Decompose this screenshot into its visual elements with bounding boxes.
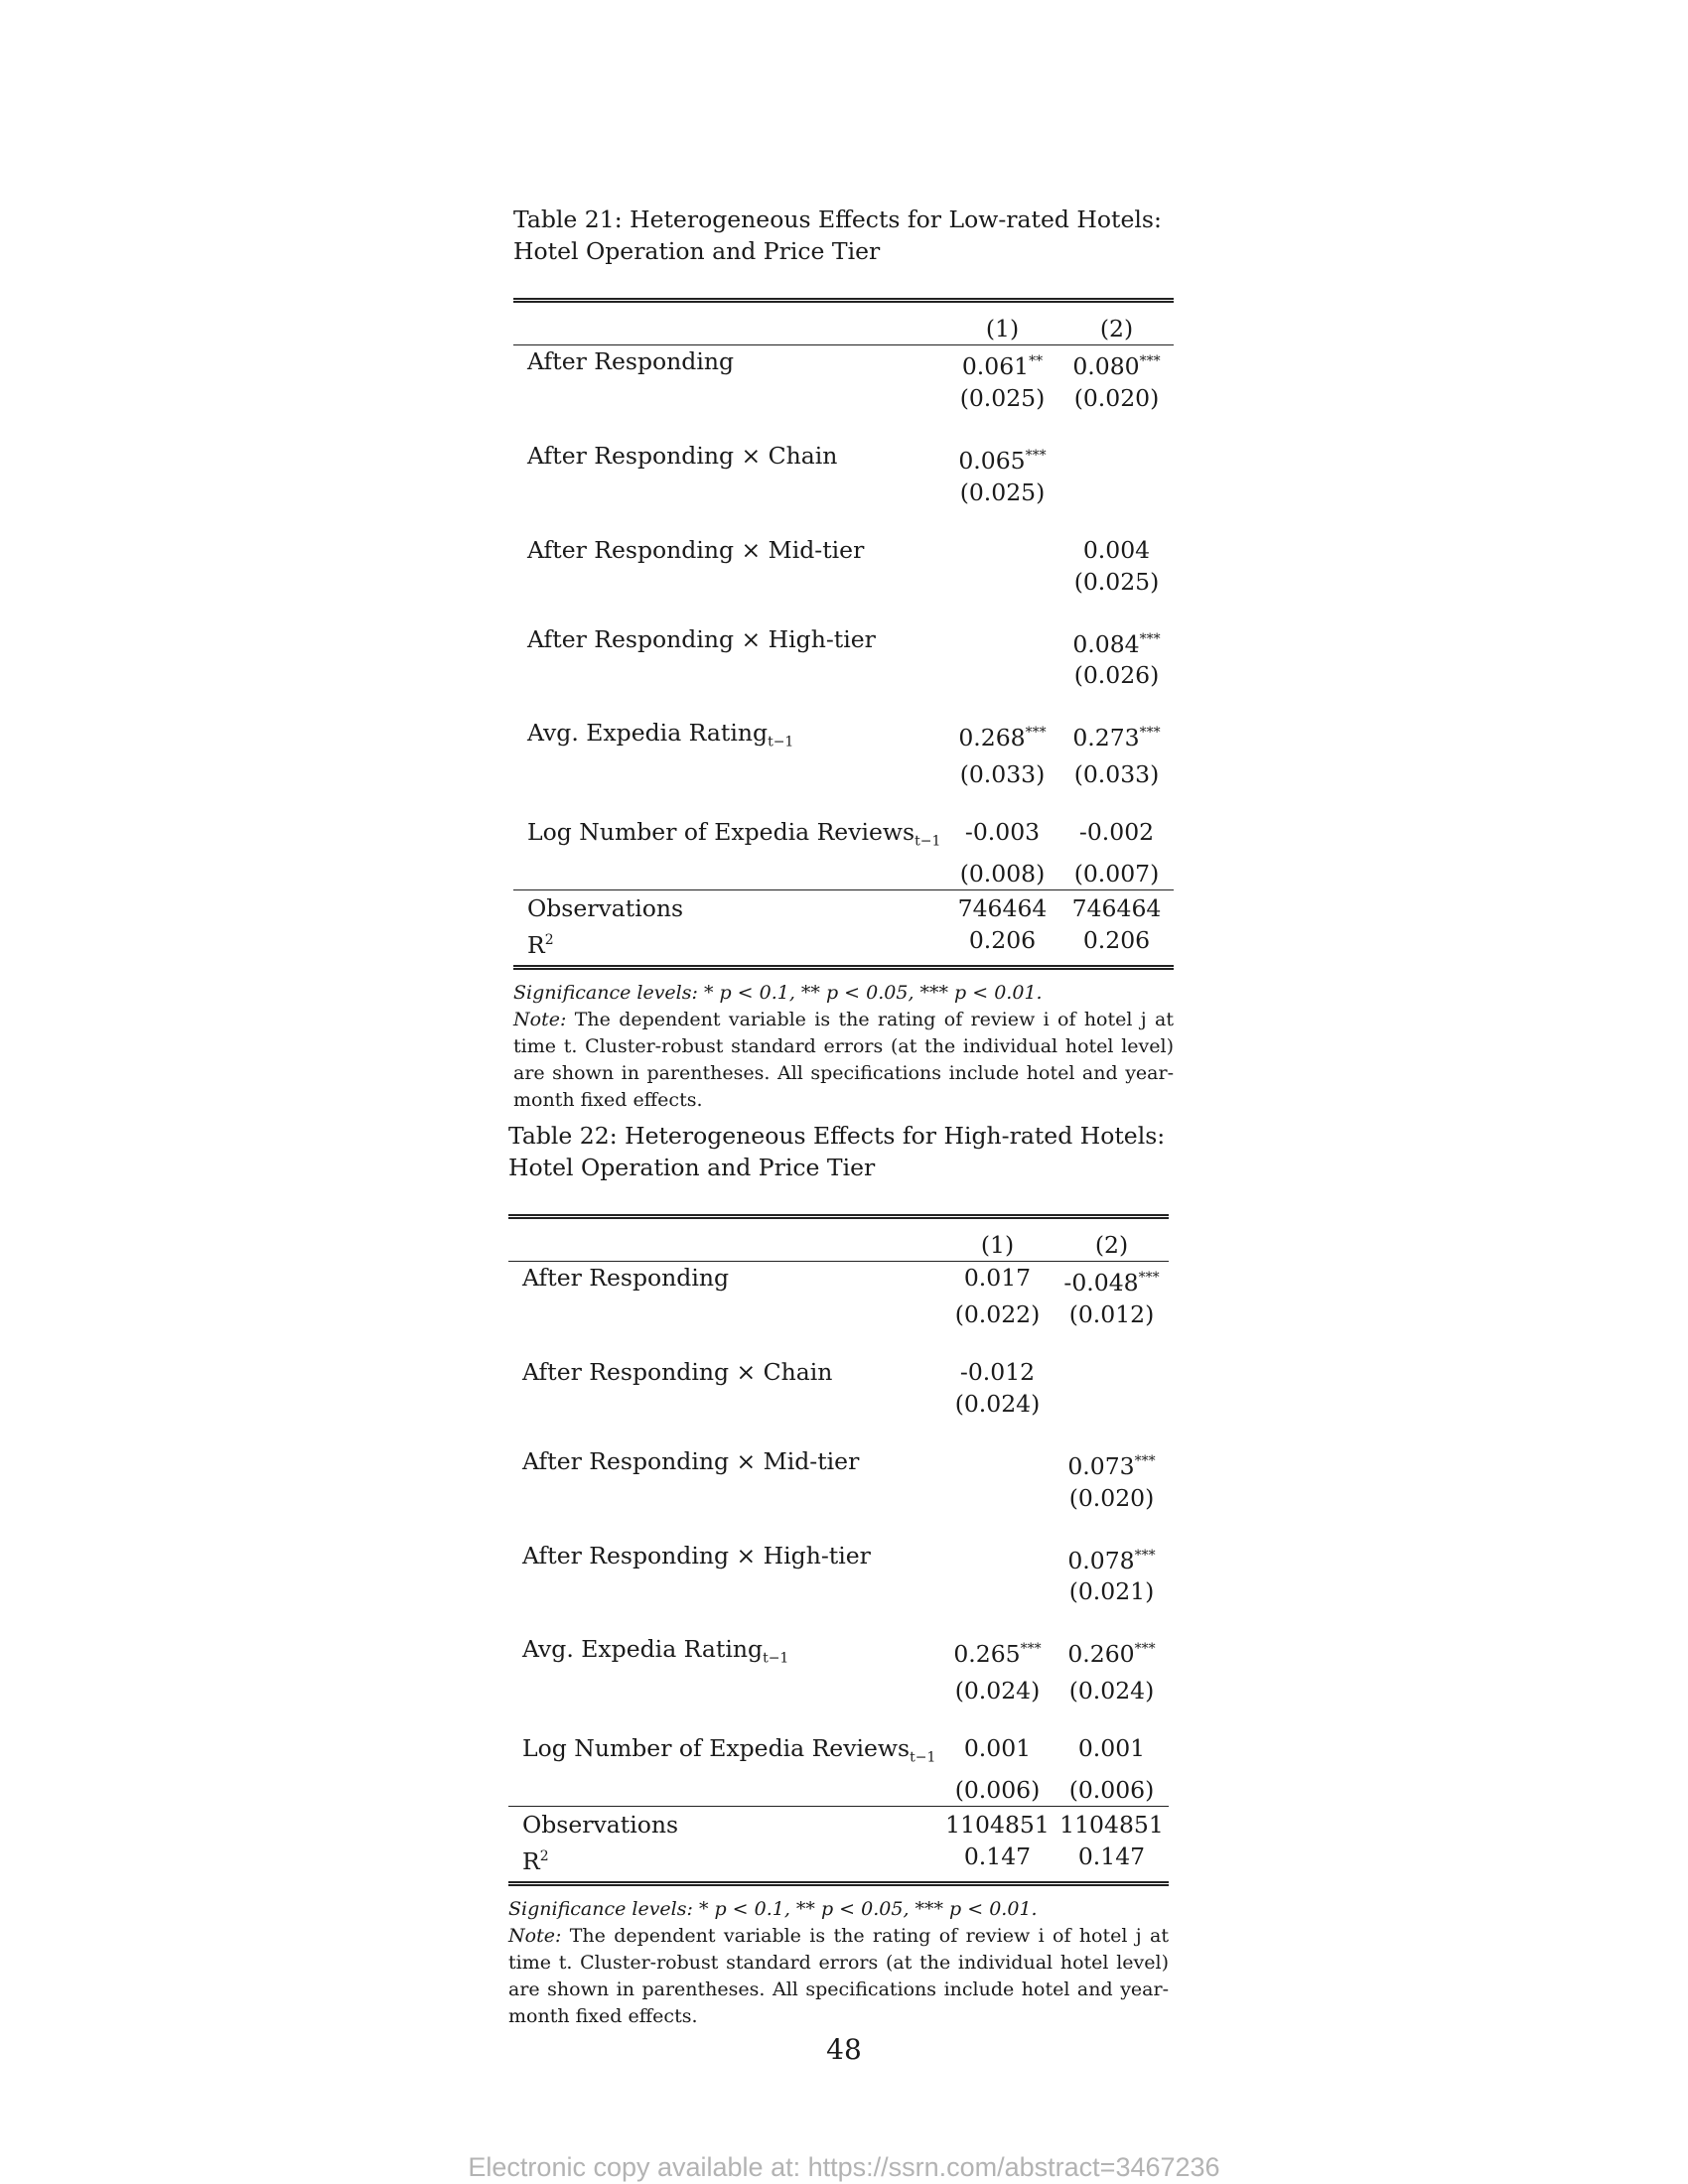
table-row: [513, 534, 1174, 566]
coefficient-cell: 0.001: [963, 1734, 1032, 1763]
coefficient-cell: 0.268***: [958, 724, 1047, 752]
observations-row: [513, 889, 1174, 924]
column-header: (2): [1059, 301, 1174, 345]
std-error-cell: (0.007): [1073, 859, 1160, 887]
table-row: [508, 1262, 1169, 1298]
coefficient-cell: [945, 623, 1059, 660]
regression-table: [508, 1214, 1169, 1886]
table-row-se: [513, 858, 1174, 890]
table-row-se: [513, 477, 1174, 508]
coefficient-cell: 0.084***: [1072, 629, 1161, 658]
significance-stars: ***: [1025, 447, 1047, 464]
table-caption: Table 21: Heterogeneous Effects for Low-rated Hotels: Hotel Operation and Price Tier: [513, 205, 1162, 265]
note-text: Note: The dependent variable is the rating of review i of hotel j at time t. Cluster-robust standard errors (at the individual hotel level) are shown in parentheses. All specifications include hotel and year-month fixed effects.: [508, 1924, 1170, 2027]
row-label: After Responding × High-tier: [522, 1541, 871, 1570]
coefficient-cell: -0.012: [959, 1357, 1036, 1386]
coefficient-cell: 0.273***: [1072, 724, 1161, 752]
table-row: [513, 717, 1174, 758]
coefficient-cell: [1059, 440, 1174, 477]
r-squared-cell: 0.147: [940, 1841, 1055, 1883]
coefficient-cell: 0.080***: [1072, 351, 1161, 380]
coefficient-cell: 0.061**: [961, 351, 1044, 380]
row-label: After Responding × Chain: [522, 1357, 833, 1386]
table-notes: [513, 980, 1174, 1114]
column-header: (2): [1055, 1217, 1169, 1262]
significance-stars: **: [1029, 353, 1044, 369]
coefficient-cell: 0.260***: [1067, 1640, 1156, 1669]
r-squared-cell: 0.206: [1059, 924, 1174, 967]
observations-cell: 1104851: [1055, 1806, 1169, 1841]
std-error-cell: (0.012): [1068, 1299, 1155, 1328]
coefficient-cell: 0.073***: [1067, 1451, 1156, 1480]
r-squared-cell: 0.206: [945, 924, 1059, 967]
table-row: [513, 623, 1174, 660]
table-row: [508, 1540, 1169, 1576]
table-22-block: [508, 1120, 1169, 2030]
std-error-cell: (0.024): [954, 1389, 1041, 1418]
row-label: After Responding: [527, 347, 735, 375]
table-row: [513, 345, 1174, 382]
significance-stars: ***: [1139, 725, 1161, 742]
row-label: Avg. Expedia Rating$_{t-1}$: [522, 1635, 789, 1668]
table-row-se: [513, 566, 1174, 598]
significance-stars: ***: [1134, 1641, 1156, 1658]
table-row-se: [508, 1482, 1169, 1514]
std-error-cell: (0.025): [959, 383, 1046, 412]
table-row: [513, 816, 1174, 858]
table-row-se: [508, 1298, 1169, 1330]
std-error-cell: (0.025): [1073, 567, 1160, 596]
row-label: After Responding: [522, 1264, 730, 1292]
std-error-cell: (0.006): [1068, 1775, 1155, 1804]
std-error-cell: (0.024): [954, 1677, 1041, 1706]
std-error-cell: (0.020): [1073, 383, 1160, 412]
table-row: [508, 1633, 1169, 1675]
coefficient-cell: 0.004: [1082, 535, 1151, 564]
row-label: After Responding × Mid-tier: [522, 1446, 860, 1475]
table-row: [513, 440, 1174, 477]
table-row: [508, 1356, 1169, 1388]
r-squared-row: [508, 1841, 1169, 1883]
coefficient-cell: -0.048***: [1063, 1268, 1160, 1297]
std-error-cell: (0.022): [954, 1299, 1041, 1328]
coefficient-cell: -0.002: [1078, 818, 1155, 847]
observations-cell: 746464: [1059, 889, 1174, 924]
std-error-cell: (0.033): [1073, 760, 1160, 789]
coefficient-cell: 0.017: [963, 1264, 1032, 1292]
row-label: Observations: [508, 1806, 940, 1841]
row-label: Observations: [513, 889, 945, 924]
row-label: After Responding × Mid-tier: [527, 535, 865, 564]
std-error-cell: (0.008): [959, 859, 1046, 887]
observations-row: [508, 1806, 1169, 1841]
column-header: (1): [940, 1217, 1055, 1262]
subscript: t−1: [763, 1651, 789, 1668]
significance-stars: ***: [1020, 1641, 1042, 1658]
significance-note: Significance levels: * p < 0.1, ** p < 0.05, *** p < 0.01.: [513, 981, 1043, 1004]
subscript: t−1: [910, 1749, 936, 1766]
row-label: After Responding × High-tier: [527, 624, 876, 653]
row-label: $R^2$: [508, 1841, 940, 1883]
std-error-cell: [945, 659, 1059, 691]
std-error-cell: (0.021): [1068, 1577, 1155, 1606]
coefficient-cell: 0.065***: [958, 446, 1047, 475]
table-row: [508, 1445, 1169, 1482]
std-error-cell: [945, 566, 1059, 598]
table-row-se: [508, 1675, 1169, 1706]
table-notes: [508, 1896, 1169, 2030]
ssrn-footer: Electronic copy available at: https://ssrn.com/abstract=3467236: [468, 2152, 1220, 2182]
subscript: t−1: [914, 833, 941, 850]
coefficient-cell: [940, 1540, 1055, 1576]
significance-stars: ***: [1139, 630, 1161, 647]
std-error-cell: [940, 1575, 1055, 1607]
table-row: [508, 1732, 1169, 1774]
std-error-cell: [1059, 477, 1174, 508]
regression-table: [513, 298, 1174, 970]
table-row-se: [508, 1575, 1169, 1607]
column-header: (1): [945, 301, 1059, 345]
std-error-cell: (0.024): [1068, 1677, 1155, 1706]
coefficient-cell: 0.265***: [953, 1640, 1042, 1669]
significance-stars: ***: [1134, 1547, 1156, 1564]
r-squared-cell: 0.147: [1055, 1841, 1169, 1883]
row-label: $R^2$: [513, 924, 945, 967]
significance-note: Significance levels: * p < 0.1, ** p < 0.05, *** p < 0.01.: [508, 1897, 1038, 1920]
observations-cell: 746464: [945, 889, 1059, 924]
r-squared-row: [513, 924, 1174, 967]
std-error-cell: (0.006): [954, 1775, 1041, 1804]
table-caption: Table 22: Heterogeneous Effects for High-rated Hotels: Hotel Operation and Price Tier: [508, 1122, 1166, 1181]
observations-cell: 1104851: [940, 1806, 1055, 1841]
table-row-se: [508, 1774, 1169, 1807]
coefficient-cell: [1055, 1356, 1169, 1388]
coefficient-cell: [945, 534, 1059, 566]
table-header-row: [513, 301, 1174, 345]
std-error-cell: (0.025): [959, 478, 1046, 506]
significance-stars: ***: [1138, 1270, 1160, 1286]
page-number: 48: [826, 2033, 862, 2066]
row-label: Log Number of Expedia Reviews$_{t-1}$: [527, 818, 941, 850]
std-error-cell: [940, 1482, 1055, 1514]
significance-stars: ***: [1139, 353, 1161, 369]
row-label: After Responding × Chain: [527, 441, 838, 470]
table-row-se: [513, 758, 1174, 790]
std-error-cell: (0.033): [959, 760, 1046, 789]
note-text: Note: The dependent variable is the rating of review i of hotel j at time t. Cluster-robust standard errors (at the individual hotel level) are shown in parentheses. All specifications include hotel and year-month fixed effects.: [513, 1008, 1175, 1111]
coefficient-cell: 0.001: [1077, 1734, 1146, 1763]
coefficient-cell: -0.003: [964, 818, 1041, 847]
coefficient-cell: 0.078***: [1067, 1546, 1156, 1574]
row-label: Avg. Expedia Rating$_{t-1}$: [527, 719, 794, 751]
table-21-block: [513, 204, 1174, 1114]
coefficient-cell: [940, 1445, 1055, 1482]
subscript: t−1: [768, 735, 794, 751]
std-error-cell: [1055, 1388, 1169, 1420]
table-row-se: [508, 1388, 1169, 1420]
row-label: Log Number of Expedia Reviews$_{t-1}$: [522, 1734, 936, 1766]
table-row-se: [513, 659, 1174, 691]
significance-stars: ***: [1025, 725, 1047, 742]
std-error-cell: (0.026): [1073, 661, 1160, 690]
std-error-cell: (0.020): [1068, 1483, 1155, 1512]
table-row-se: [513, 382, 1174, 414]
table-header-row: [508, 1217, 1169, 1262]
significance-stars: ***: [1134, 1452, 1156, 1469]
